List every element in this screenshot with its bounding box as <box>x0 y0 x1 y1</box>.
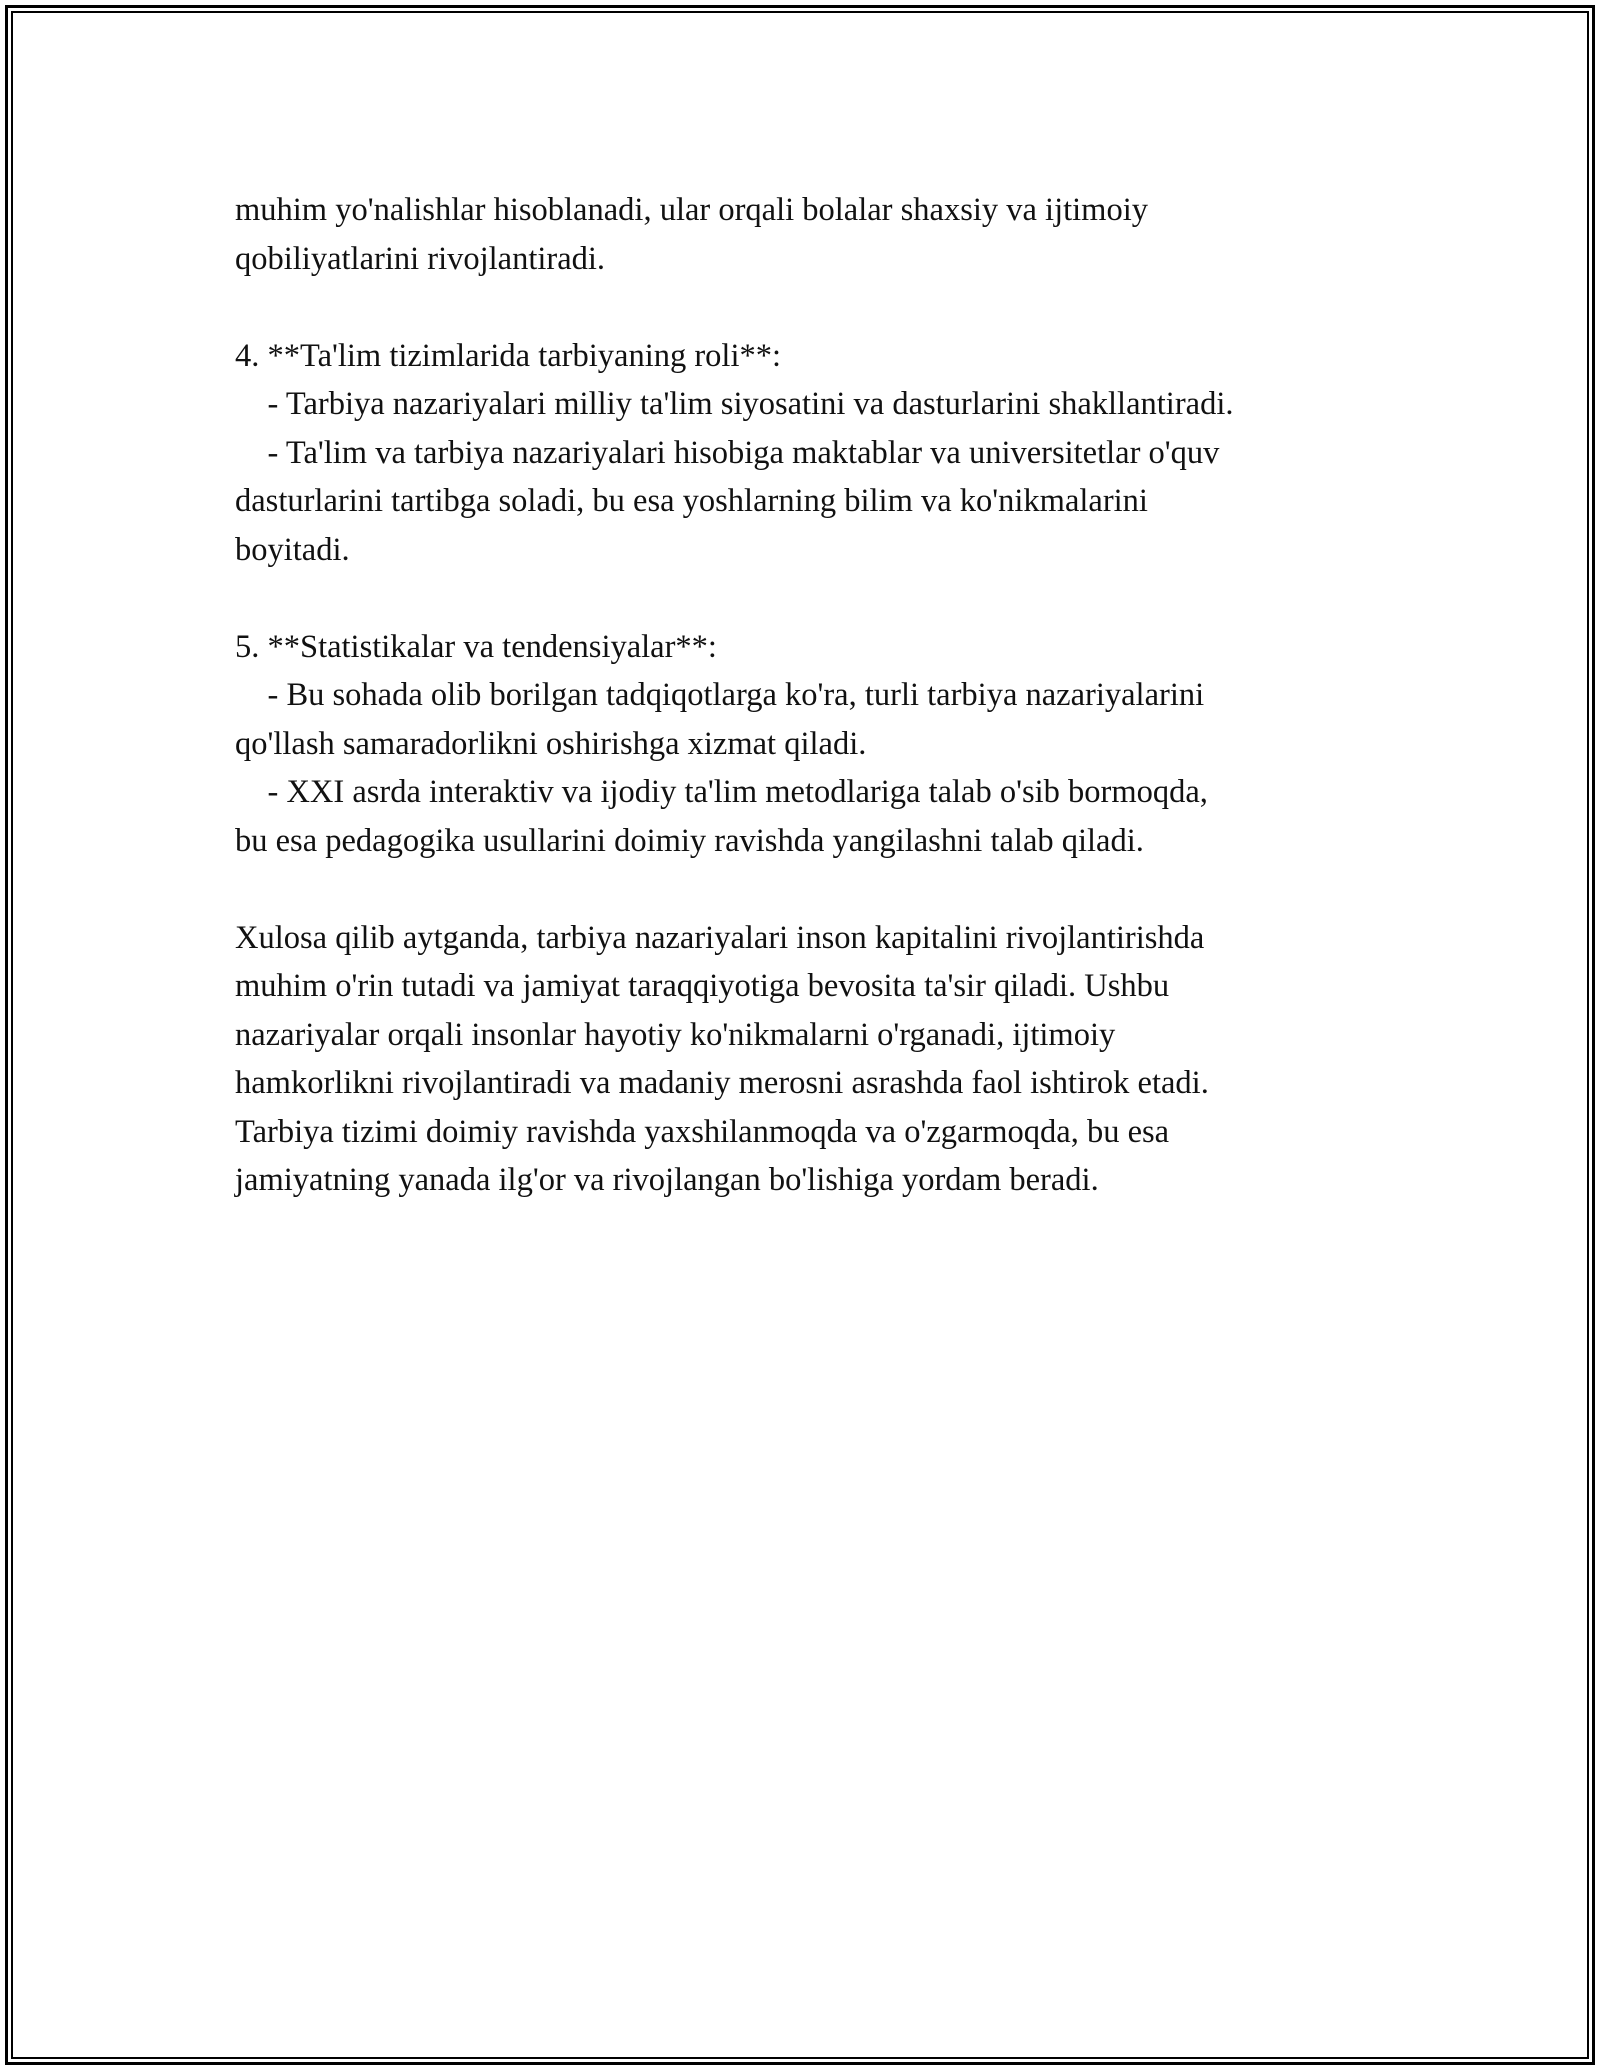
text-line: - Tarbiya nazariyalari milliy ta'lim siyosatini va dasturlarini shakllantiradi. <box>235 386 1234 422</box>
text-line: - Ta'lim va tarbiya nazariyalari hisobiga maktablar va universitetlar o'quv <box>235 434 1220 471</box>
paragraph-gap <box>235 865 1385 914</box>
text-line: - Bu sohada olib borilgan tadqiqotlarga ko'ra, turli tarbiya nazariyalarini <box>235 677 1205 713</box>
document-body <box>235 186 1385 1205</box>
text-line: - XXI asrda interaktiv va ijodiy ta'lim metodlariga talab o'sib bormoqda, <box>235 774 1208 810</box>
paragraph-gap <box>235 574 1385 623</box>
text-line: qobiliyatlarini rivojlantiradi. <box>235 240 606 277</box>
text-line: qo'llash samaradorlikni oshirishga xizmat qiladi. <box>235 725 867 762</box>
section-heading: 5. **Statistikalar va tendensiyalar**: <box>235 628 717 665</box>
paragraph-gap <box>235 283 1385 332</box>
text-line: Xulosa qilib aytganda, tarbiya nazariyalari inson kapitalini rivojlantirishda <box>235 919 1205 956</box>
text-line: jamiyatning yanada ilg'or va rivojlangan bo'lishiga yordam beradi. <box>235 1162 1099 1198</box>
section-heading: 4. **Ta'lim tizimlarida tarbiyaning roli**: <box>235 337 782 374</box>
text-line: boyitadi. <box>235 531 350 568</box>
text-line: dasturlarini tartibga soladi, bu esa yoshlarning bilim va ko'nikmalarini <box>235 483 1148 519</box>
text-line: hamkorlikni rivojlantiradi va madaniy merosni asrashda faol ishtirok etadi. <box>235 1065 1209 1101</box>
text-line: nazariyalar orqali insonlar hayotiy ko'nikmalarni o'rganadi, ijtimoiy <box>235 1016 1116 1053</box>
text-line: bu esa pedagogika usullarini doimiy ravishda yangilashni talab qiladi. <box>235 822 1144 859</box>
text-line: Tarbiya tizimi doimiy ravishda yaxshilanmoqda va o'zgarmoqda, bu esa <box>235 1113 1170 1150</box>
text-line: muhim o'rin tutadi va jamiyat taraqqiyotiga bevosita ta'sir qiladi. Ushbu <box>235 968 1170 1004</box>
text-line: muhim yo'nalishlar hisoblanadi, ular orqali bolalar shaxsiy va ijtimoiy <box>235 192 1148 228</box>
